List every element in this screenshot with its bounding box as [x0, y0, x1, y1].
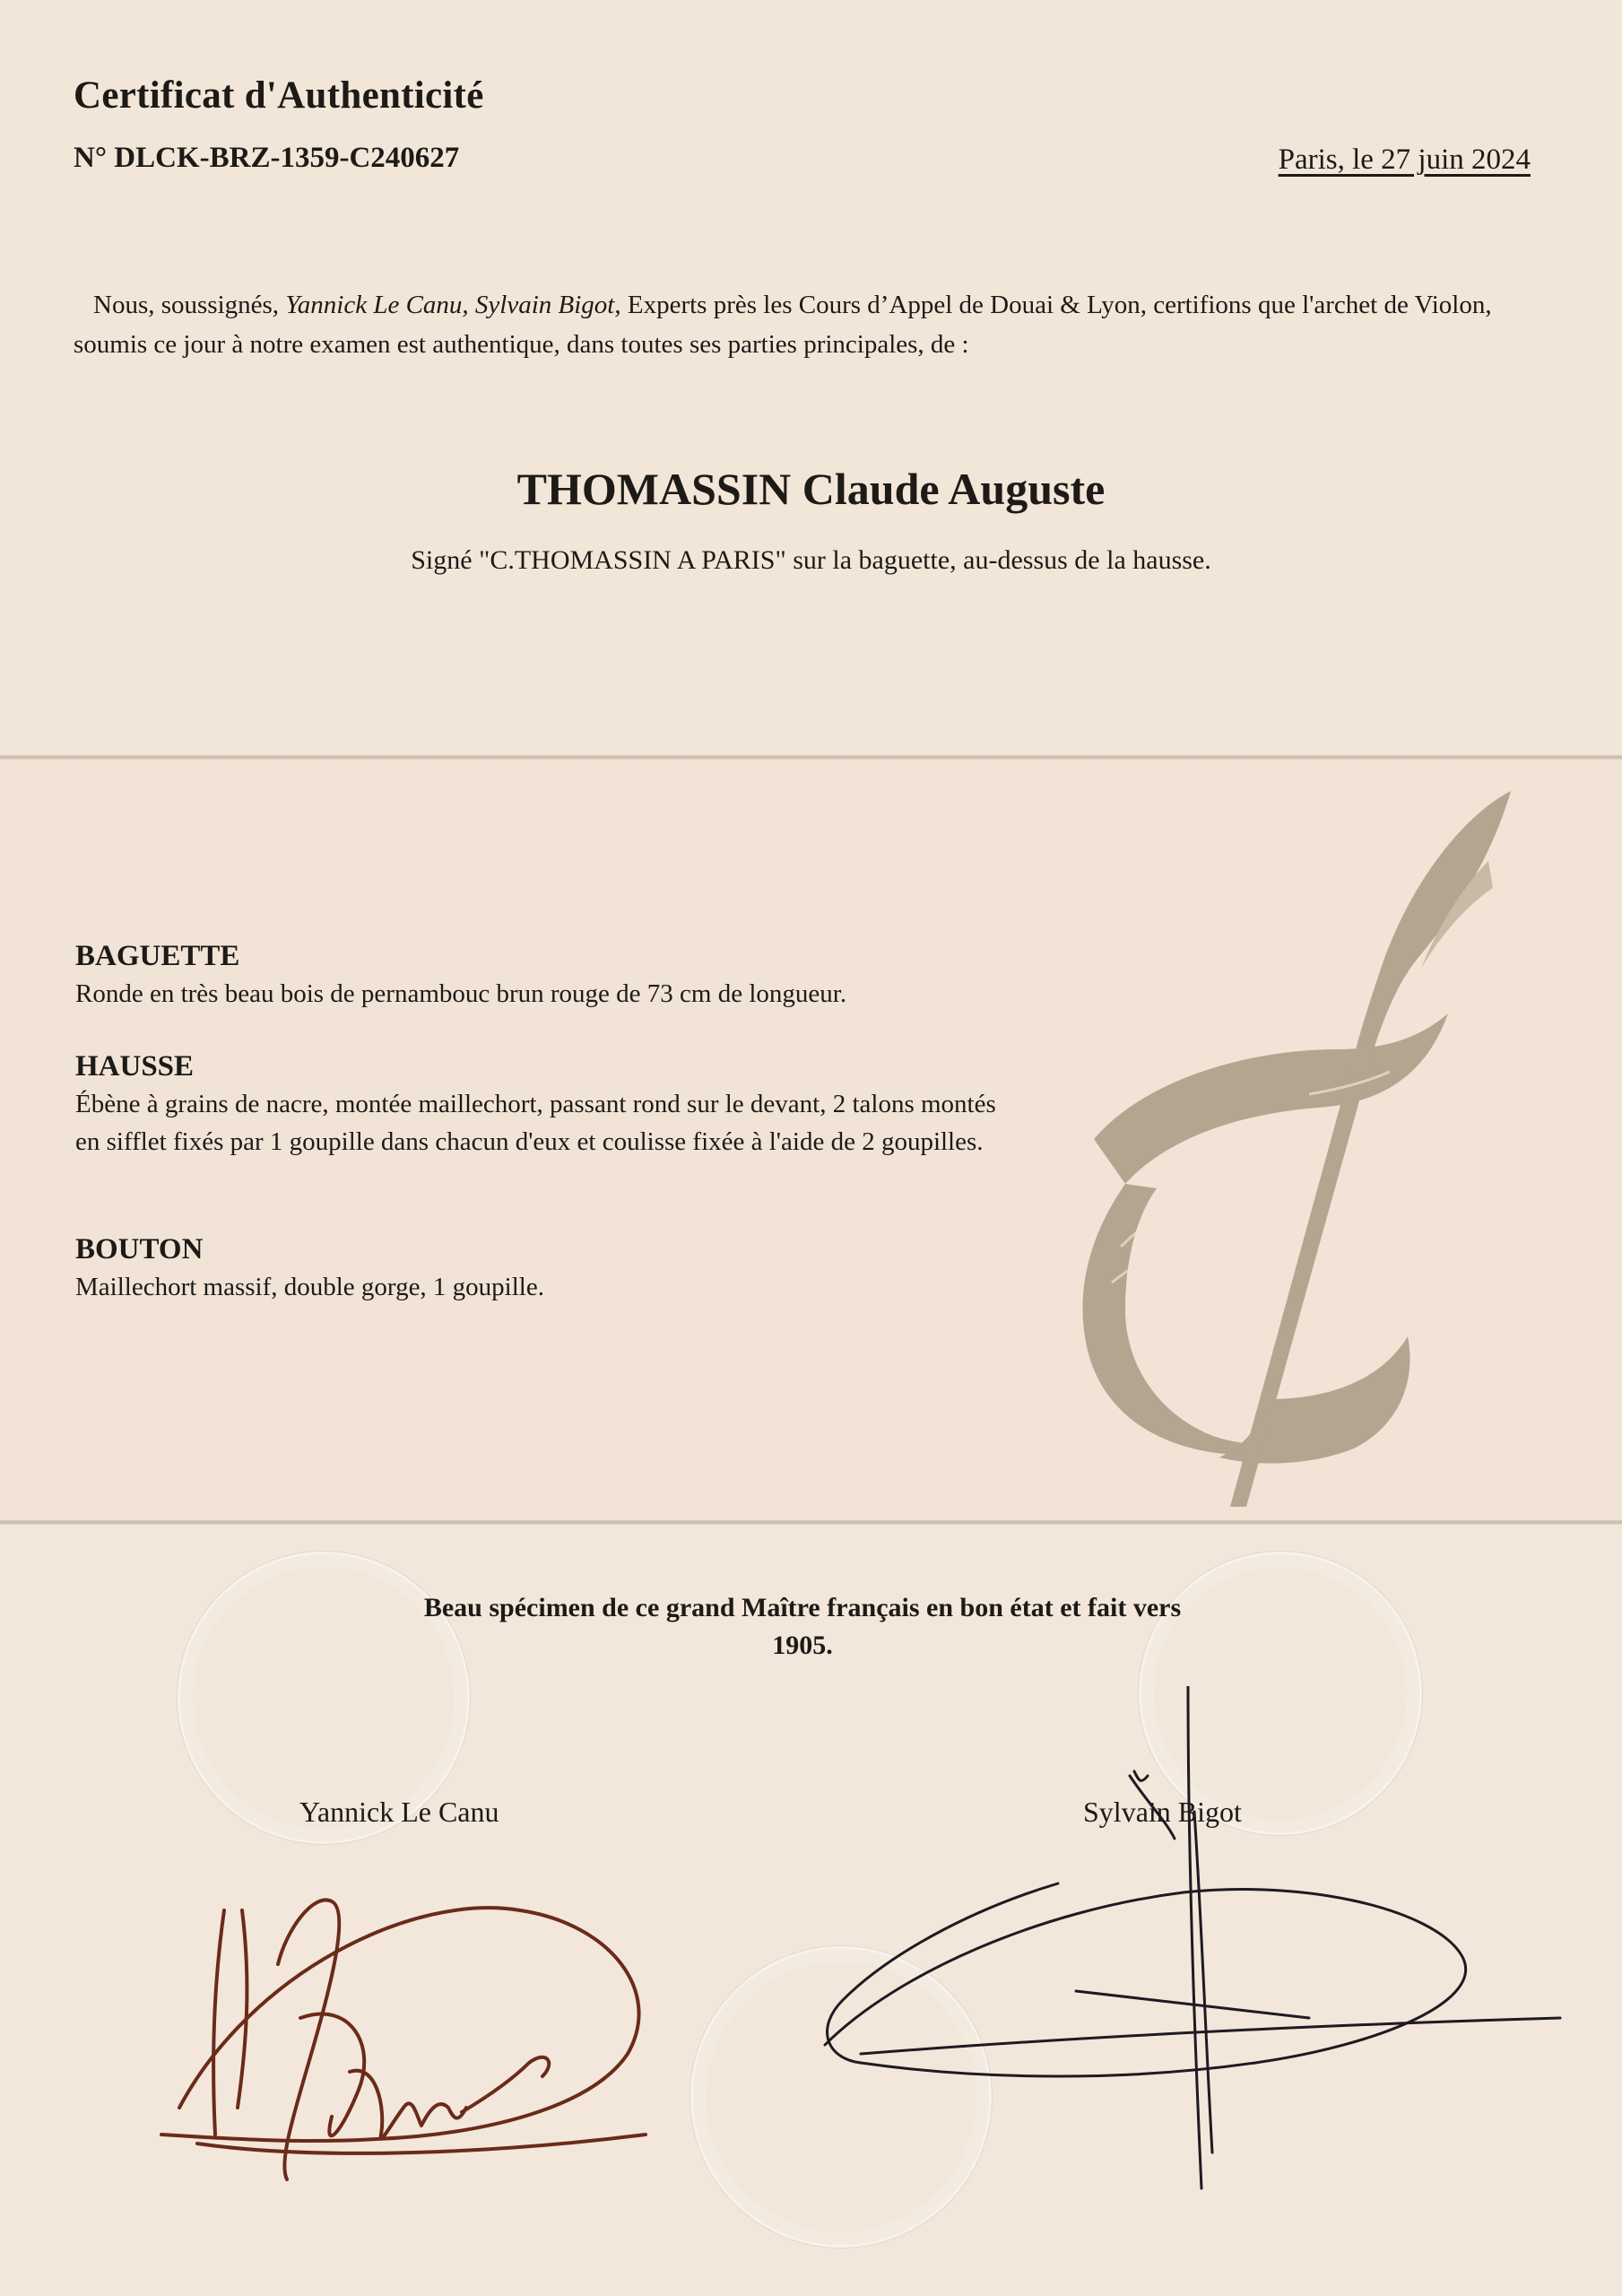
conclusion-year: 1905.: [772, 1631, 833, 1660]
section-heading: BAGUETTE: [75, 940, 240, 972]
signature-right: [807, 1686, 1569, 2224]
intro-prefix: Nous, soussignés,: [93, 291, 286, 319]
intro-experts: Yannick Le Canu, Sylvain Bigot: [285, 291, 615, 319]
section-baguette: [75, 937, 1026, 1013]
maker-signature-note: Signé "C.THOMASSIN A PARIS" sur la baguette, au-dessus de la hausse.: [411, 545, 1211, 575]
section-body: Maillechort massif, double gorge, 1 goupille.: [75, 1273, 544, 1301]
quill-scroll-emblem: [1040, 780, 1542, 1516]
signer-left-name: Yannick Le Canu: [299, 1796, 499, 1828]
conclusion-text: Beau spécimen de ce grand Maître français en bon état et fait vers: [423, 1593, 1182, 1622]
section-bouton: [75, 1231, 1026, 1306]
section-heading: BOUTON: [75, 1233, 204, 1265]
place-date: Paris, le 27 juin 2024: [1278, 144, 1531, 176]
section-heading: HAUSSE: [75, 1050, 195, 1083]
intro-paragraph: [74, 285, 1544, 364]
section-body: Ébène à grains de nacre, montée maillechort, passant rond sur le devant, 2 talons montés en sifflet fixés par 1 goupille dans chacun d'eux et coulisse fixée à l'aide de 2 goupilles.: [75, 1090, 996, 1156]
signer-right-name: Sylvain Bigot: [1083, 1796, 1242, 1828]
maker-name: THOMASSIN Claude Auguste: [516, 464, 1106, 514]
section-body: Ronde en très beau bois de pernambouc brun rouge de 73 cm de longueur.: [75, 979, 847, 1008]
signature-left: [143, 1839, 681, 2215]
section-hausse: [75, 1048, 1026, 1161]
certificate-title: Certificat d'Authenticité: [74, 74, 484, 117]
certificate-number: N° DLCK-BRZ-1359-C240627: [74, 142, 460, 174]
conclusion-statement: [350, 1589, 1255, 1665]
intro-suffix: , Experts près les Cours d’Appel de Douai & Lyon, certifions que l'archet de Violon, soumis ce jour à notre examen est authentique, dans toutes ses parties principales, de :: [74, 291, 1492, 359]
